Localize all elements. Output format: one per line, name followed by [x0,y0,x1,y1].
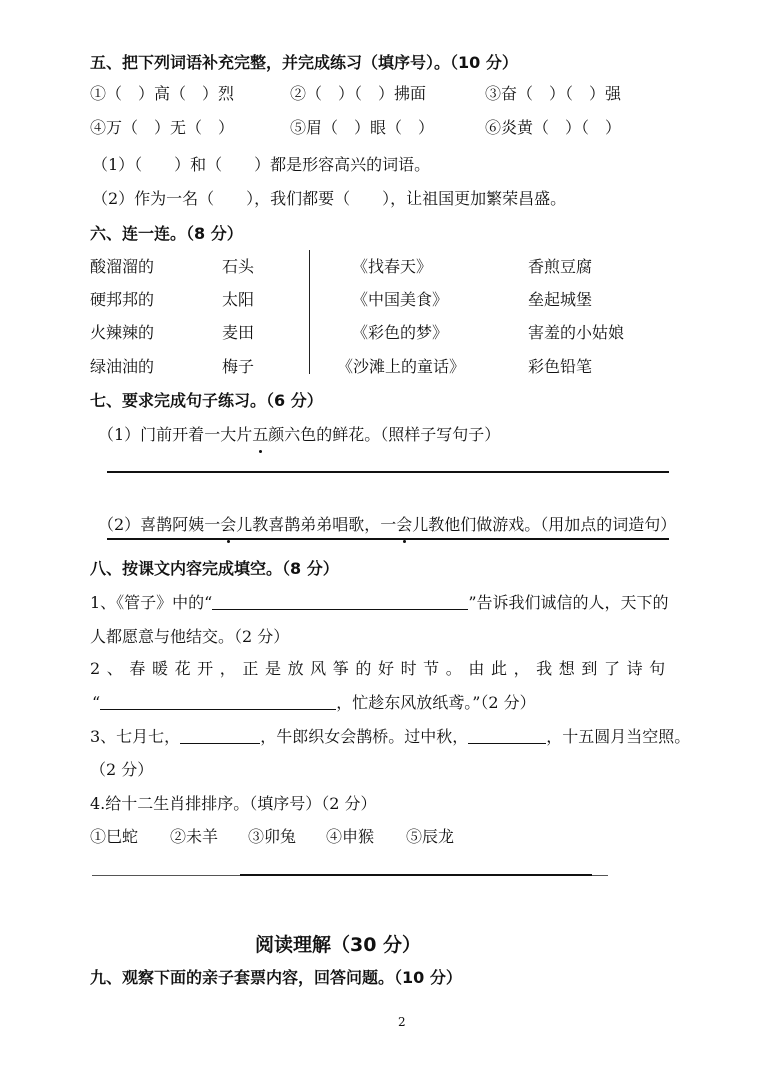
match-right-b-3: 害羞的小姑娘 [528,323,625,342]
fill-1-prefix: 1、《管子》中的“ [90,593,213,612]
zodiac-2: ②未羊 [170,827,219,846]
answer-line-zodiac-solid [240,874,592,876]
answer-line-2[interactable] [107,538,669,540]
zodiac-4: ④申猴 [326,827,375,846]
match-right-b-4: 彩色铅笔 [528,357,593,376]
idiom-item-4: ④万（ ）无（ ） [90,118,235,137]
idiom-item-3: ③奋（ ）（ ）强 [485,84,622,103]
idiom-item-6: ⑥炎黄（ ）（ ） [485,118,622,137]
q1-suffix: 的鲜花。（照样子写句子） [316,425,501,444]
sec5-question-1: （1）（ ）和（ ）都是形容高兴的词语。 [92,155,431,174]
reading-section-title: 阅读理解（30 分） [255,934,422,956]
q1-dotted-phrase: 一大片五颜六色 [204,422,316,445]
match-left-a-1: 酸溜溜的 [90,257,155,276]
fill-3-blank-1[interactable] [180,742,260,744]
q1-prefix: （1）门前开着 [98,425,205,444]
match-left-b-1: 石头 [222,257,255,276]
section-8-title: 八、按课文内容完成填空。（8 分） [90,559,339,578]
match-right-b-2: 垒起城堡 [528,290,593,309]
match-left-a-3: 火辣辣的 [90,323,155,342]
zodiac-5: ⑤辰龙 [406,827,455,846]
match-left-a-2: 硬邦邦的 [90,290,155,309]
fill-item-3 [90,724,690,747]
fill-item-1-line-2: 人都愿意与他结交。（2 分） [90,627,290,646]
fill-3-middle: ，牛郎织女会鹊桥。过中秋， [260,727,469,746]
fill-2-prefix: “ [92,693,101,712]
section-6-title: 六、连一连。（8 分） [90,224,243,243]
fill-item-2: 2、春暖花开，正是放风筝的好时节。由此，我想到了诗句 [90,659,672,678]
idiom-item-1: ①（ ）高（ ）烈 [90,84,235,103]
match-left-b-3: 麦田 [222,323,255,342]
section-7-title: 七、要求完成句子练习。（6 分） [90,391,323,410]
idiom-item-5: ⑤眉（ ）眼（ ） [290,118,435,137]
fill-3-suffix: ，十五圆月当空照。 [546,727,691,746]
match-left-b-4: 梅子 [222,357,255,376]
fill-item-2-line-2 [92,690,536,713]
fill-item-1 [90,590,669,613]
match-right-b-1: 香煎豆腐 [528,257,593,276]
section-5-title: 五、把下列词语补充完整，并完成练习（填序号）。（10 分） [90,53,518,72]
idiom-item-2: ②（ ）（ ）拂面 [290,84,427,103]
fill-2-blank[interactable] [100,708,336,710]
q2-suffix: 教他们做游戏。（用加点的词造句） [428,515,677,534]
match-left-a-4: 绿油油的 [90,357,155,376]
answer-line-1[interactable] [107,471,669,473]
match-left-b-2: 太阳 [222,290,255,309]
page-number: 2 [398,1015,406,1029]
sentence-question-2 [98,512,760,535]
fill-item-4: 4.给十二生肖排排序。（填序号）（2 分） [90,794,377,813]
match-right-a-1: 《找春天》 [352,257,433,276]
fill-1-suffix: ”告诉我们诚信的人，天下的 [468,593,669,612]
q2-middle: 教喜鹊弟弟唱歌， [252,515,381,534]
sentence-question-1 [98,422,760,445]
fill-3-prefix: 3、七月七， [90,727,181,746]
fill-1-blank[interactable] [212,608,468,610]
fill-item-3-line-2: （2 分） [90,760,154,779]
q2-dotted-word-1: 一会儿 [204,512,252,535]
q2-prefix: （2）喜鹊阿姨 [98,515,205,534]
q2-dotted-word-2: 一会儿 [380,512,428,535]
fill-3-blank-2[interactable] [468,742,546,744]
zodiac-3: ③卯兔 [248,827,297,846]
fill-2-suffix: ，忙趁东风放纸鸢。”（2 分） [336,693,536,712]
zodiac-1: ①巳蛇 [90,827,139,846]
sec5-question-2: （2）作为一名（ ），我们都要（ ），让祖国更加繁荣昌盛。 [92,189,567,208]
question-9-title: 九、观察下面的亲子套票内容，回答问题。（10 分） [90,968,462,987]
column-divider [309,250,310,374]
match-right-a-3: 《彩色的梦》 [352,323,449,342]
match-right-a-2: 《中国美食》 [352,290,449,309]
match-right-a-4: 《沙滩上的童话》 [337,357,466,376]
